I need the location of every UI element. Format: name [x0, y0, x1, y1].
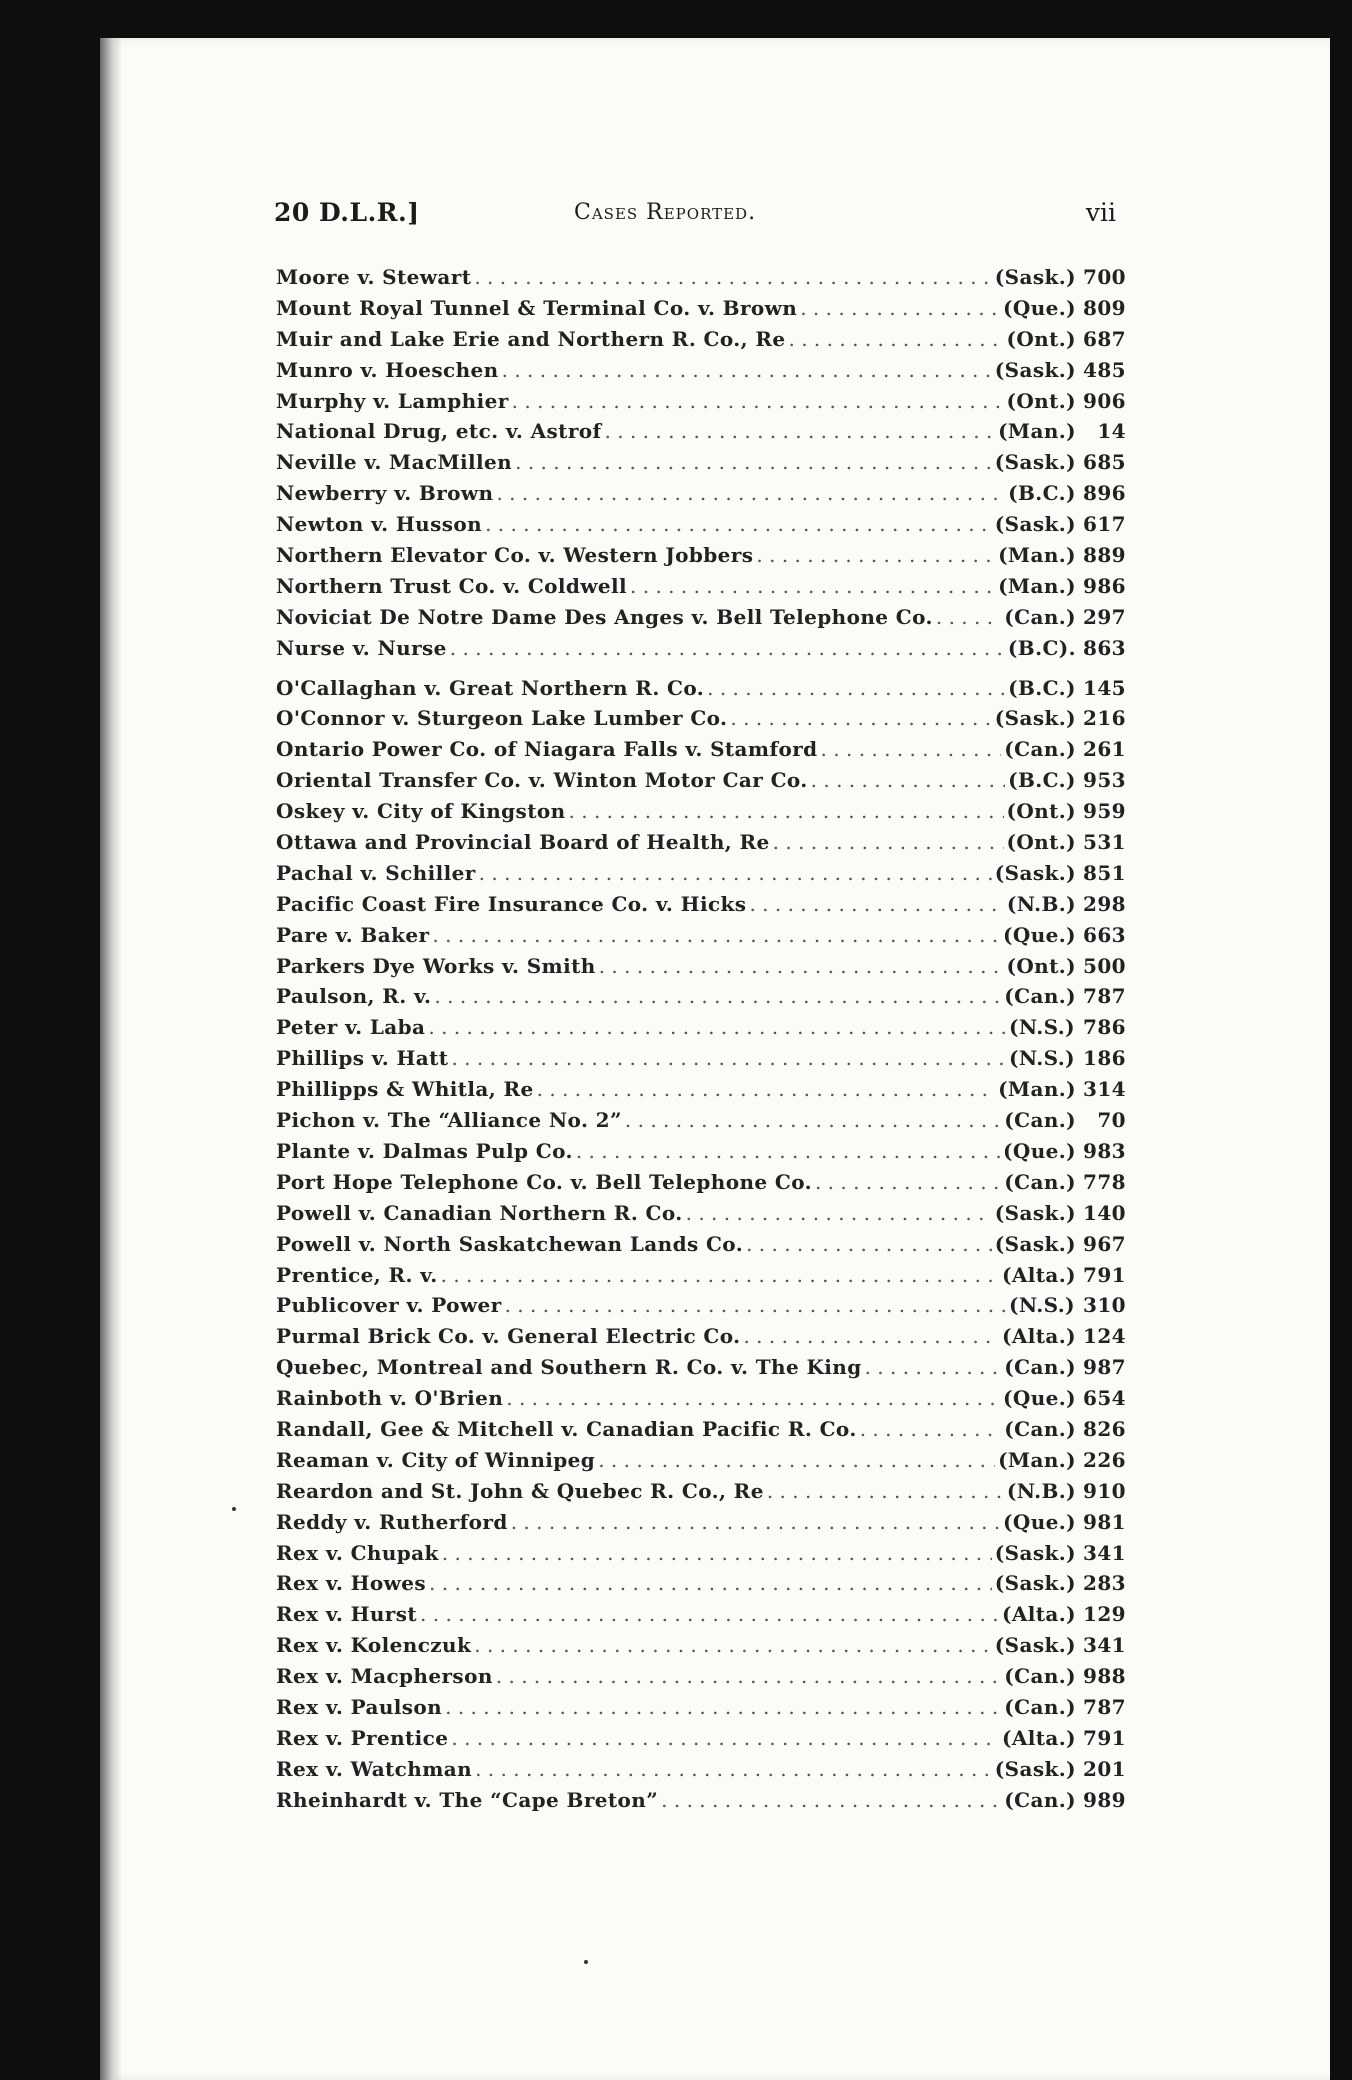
case-page-number: 910 — [1083, 1478, 1126, 1503]
dot-leader — [821, 734, 1002, 764]
case-name: Newberry v. Brown — [276, 481, 494, 506]
case-page-number: 654 — [1083, 1386, 1126, 1411]
court-jurisdiction: (N.B.) — [1006, 1478, 1076, 1503]
court-jurisdiction: (Can.) — [1004, 1416, 1076, 1441]
list-item — [276, 1476, 1126, 1507]
case-name: Port Hope Telephone Co. v. Bell Telephone Co. — [276, 1169, 812, 1194]
case-name: Oskey v. City of Kingston — [276, 799, 566, 824]
case-page-number: 809 — [1083, 295, 1126, 320]
case-name: Parkers Dye Works v. Smith — [276, 953, 596, 978]
case-name: Plante v. Dalmas Pulp Co. — [276, 1138, 573, 1163]
court-jurisdiction: (N.S.) — [1009, 1046, 1075, 1071]
case-page-number: 787 — [1083, 1694, 1126, 1719]
case-name: Rainboth v. O'Brien — [276, 1386, 504, 1411]
court-jurisdiction: (Sask.) — [994, 1200, 1076, 1225]
case-name: Rex v. Macpherson — [276, 1664, 493, 1689]
dot-leader — [502, 355, 992, 385]
court-jurisdiction: (Sask.) — [994, 1633, 1076, 1658]
case-page-number: 129 — [1083, 1602, 1126, 1627]
case-page-number: 988 — [1083, 1664, 1126, 1689]
list-item — [276, 1136, 1126, 1167]
dot-leader — [474, 1630, 992, 1660]
dot-leader — [506, 1383, 1000, 1413]
case-page-number: 186 — [1083, 1046, 1126, 1071]
court-jurisdiction: (Can.) — [1004, 1664, 1076, 1689]
list-item — [276, 1630, 1126, 1661]
dot-leader — [625, 1105, 1001, 1135]
court-jurisdiction: (Can.) — [1004, 737, 1076, 762]
dot-leader — [420, 1599, 999, 1629]
case-name: Paulson, R. v. — [276, 984, 432, 1009]
court-jurisdiction: (N.S.) — [1009, 1015, 1075, 1040]
case-page-number: 826 — [1083, 1416, 1126, 1441]
case-name: Moore v. Stewart — [276, 265, 472, 289]
court-jurisdiction: (Sask.) — [994, 1540, 1076, 1565]
dot-leader — [800, 293, 1000, 323]
case-name: Phillips v. Hatt — [276, 1046, 449, 1071]
book-spine-shadow — [100, 38, 122, 2080]
list-item — [276, 1352, 1126, 1383]
list-item — [276, 416, 1126, 447]
case-page-number: 967 — [1083, 1231, 1126, 1256]
court-jurisdiction: (Can.) — [1004, 1108, 1076, 1133]
list-item — [276, 1012, 1126, 1043]
case-page-number: 953 — [1083, 768, 1126, 793]
case-page-number: 663 — [1083, 922, 1126, 947]
dot-leader — [756, 540, 995, 570]
cases-reported-list — [276, 262, 1126, 1816]
dot-leader — [599, 951, 1004, 981]
court-jurisdiction: (Man.) — [998, 1077, 1076, 1102]
court-jurisdiction: (Man.) — [998, 543, 1076, 568]
court-jurisdiction: (Sask.) — [994, 265, 1076, 289]
case-page-number: 863 — [1083, 635, 1126, 660]
case-page-number: 314 — [1083, 1077, 1126, 1102]
court-jurisdiction: (Can.) — [1004, 604, 1076, 629]
case-page-number: 531 — [1083, 830, 1126, 855]
dot-leader — [605, 416, 996, 446]
dot-leader — [432, 920, 1000, 950]
dot-leader — [496, 1661, 1002, 1691]
case-name: Northern Trust Co. v. Coldwell — [276, 573, 628, 598]
list-item — [276, 571, 1126, 602]
list-item — [276, 1074, 1126, 1105]
dot-leader — [686, 1198, 992, 1228]
list-item — [276, 981, 1126, 1012]
dot-leader — [815, 1167, 1001, 1197]
list-item — [276, 293, 1126, 324]
case-name: O'Callaghan v. Great Northern R. Co. — [276, 675, 705, 700]
list-item — [276, 734, 1126, 765]
court-jurisdiction: (Sask.) — [994, 1231, 1076, 1256]
case-page-number: 617 — [1083, 512, 1126, 537]
case-page-number: 14 — [1097, 419, 1126, 444]
dot-leader — [441, 1260, 999, 1290]
case-page-number: 216 — [1083, 706, 1126, 731]
list-item — [276, 1321, 1126, 1352]
dot-leader — [474, 262, 991, 292]
court-jurisdiction: (B.C.) — [1008, 481, 1076, 506]
case-name: Publicover v. Power — [276, 1293, 502, 1318]
case-page-number: 959 — [1083, 799, 1126, 824]
list-item — [276, 262, 1126, 293]
case-name: Reardon and St. John & Quebec R. Co., Re — [276, 1478, 764, 1503]
court-jurisdiction: (B.C). — [1007, 635, 1076, 660]
dot-leader — [450, 633, 1005, 663]
case-name: Northern Elevator Co. v. Western Jobbers — [276, 543, 754, 568]
case-name: Newton v. Husson — [276, 512, 483, 537]
case-name: Nurse v. Nurse — [276, 635, 447, 660]
court-jurisdiction: (Ont.) — [1006, 830, 1076, 855]
case-name: Randall, Gee & Mitchell v. Canadian Pacific R. Co. — [276, 1416, 857, 1441]
court-jurisdiction: (Man.) — [998, 573, 1076, 598]
list-item — [276, 889, 1126, 920]
court-jurisdiction: (Sask.) — [994, 1571, 1076, 1596]
list-item — [276, 1290, 1126, 1321]
list-item — [276, 1661, 1126, 1692]
court-jurisdiction: (N.B.) — [1006, 891, 1076, 916]
case-name: Quebec, Montreal and Southern R. Co. v. The King — [276, 1355, 862, 1380]
court-jurisdiction: (Que.) — [1003, 1386, 1076, 1411]
court-jurisdiction: (Que.) — [1003, 1138, 1076, 1163]
list-item — [276, 633, 1126, 664]
dot-leader — [598, 1445, 995, 1475]
list-item — [276, 447, 1126, 478]
ink-speck — [584, 1960, 588, 1964]
case-page-number: 500 — [1083, 953, 1126, 978]
list-item — [276, 1260, 1126, 1291]
case-page-number: 201 — [1083, 1756, 1126, 1781]
dot-leader — [451, 1723, 999, 1753]
dot-leader — [475, 1754, 992, 1784]
list-item — [276, 1692, 1126, 1723]
running-header — [274, 198, 1116, 234]
list-item — [276, 1167, 1126, 1198]
case-name: Rex v. Howes — [276, 1571, 427, 1596]
dot-leader — [936, 602, 1001, 632]
dot-leader — [434, 981, 1001, 1011]
dot-leader — [445, 1692, 1001, 1722]
case-name: Oriental Transfer Co. v. Winton Motor Car Co. — [276, 768, 808, 793]
list-item — [276, 1568, 1126, 1599]
case-page-number: 986 — [1083, 573, 1126, 598]
court-jurisdiction: (Alta.) — [1001, 1262, 1076, 1287]
dot-leader — [743, 1321, 999, 1351]
list-item — [276, 1105, 1126, 1136]
list-item — [276, 1229, 1126, 1260]
case-name: Munro v. Hoeschen — [276, 357, 499, 382]
list-item — [276, 1599, 1126, 1630]
dot-leader — [515, 447, 992, 477]
court-jurisdiction: (Man.) — [998, 1447, 1076, 1472]
dot-leader — [730, 703, 991, 733]
list-item — [276, 509, 1126, 540]
case-name: Muir and Lake Erie and Northern R. Co., Re — [276, 326, 786, 351]
dot-leader — [505, 1290, 1005, 1320]
dot-leader — [496, 478, 1005, 508]
case-page-number: 485 — [1083, 357, 1126, 382]
page-title: Cases Reported. — [574, 200, 757, 225]
case-name: Phillipps & Whitla, Re — [276, 1077, 534, 1102]
case-name: Prentice, R. v. — [276, 1262, 438, 1287]
list-item — [276, 355, 1126, 386]
case-page-number: 140 — [1083, 1200, 1126, 1225]
case-page-number: 778 — [1083, 1169, 1126, 1194]
list-item — [276, 602, 1126, 633]
case-page-number: 896 — [1083, 481, 1126, 506]
list-item — [276, 1414, 1126, 1445]
case-page-number: 70 — [1097, 1108, 1126, 1133]
dot-leader — [707, 673, 1005, 703]
case-page-number: 310 — [1083, 1293, 1126, 1318]
court-jurisdiction: (Ont.) — [1006, 388, 1076, 413]
court-jurisdiction: (Can.) — [1004, 1355, 1076, 1380]
list-item — [276, 827, 1126, 858]
case-name: Rex v. Paulson — [276, 1694, 443, 1719]
list-item — [276, 1538, 1126, 1569]
case-name: Powell v. Canadian Northern R. Co. — [276, 1200, 683, 1225]
case-page-number: 983 — [1083, 1138, 1126, 1163]
list-item — [276, 1198, 1126, 1229]
court-jurisdiction: (B.C.) — [1008, 768, 1076, 793]
case-page-number: 981 — [1083, 1509, 1126, 1534]
case-name: Murphy v. Lamphier — [276, 388, 509, 413]
court-jurisdiction: (Que.) — [1003, 1509, 1076, 1534]
list-item — [276, 478, 1126, 509]
case-name: Reaman v. City of Winnipeg — [276, 1447, 596, 1472]
case-page-number: 145 — [1083, 675, 1126, 700]
dot-leader — [429, 1568, 992, 1598]
case-name: Reddy v. Rutherford — [276, 1509, 508, 1534]
list-item — [276, 951, 1126, 982]
dot-leader — [811, 765, 1005, 795]
dot-leader — [428, 1012, 1005, 1042]
list-item — [276, 324, 1126, 355]
case-page-number: 341 — [1083, 1540, 1126, 1565]
list-item — [276, 1507, 1126, 1538]
case-name: National Drug, etc. v. Astrof — [276, 419, 602, 444]
case-page-number: 987 — [1083, 1355, 1126, 1380]
court-jurisdiction: (Ont.) — [1006, 953, 1076, 978]
list-item — [276, 1754, 1126, 1785]
case-page-number: 297 — [1083, 604, 1126, 629]
case-page-number: 700 — [1083, 265, 1126, 289]
court-jurisdiction: (Que.) — [1003, 295, 1076, 320]
case-name: Ottawa and Provincial Board of Health, Re — [276, 830, 770, 855]
dot-leader — [451, 1043, 1005, 1073]
list-item — [276, 1723, 1126, 1754]
dot-leader — [537, 1074, 995, 1104]
case-page-number: 226 — [1083, 1447, 1126, 1472]
case-page-number: 889 — [1083, 543, 1126, 568]
dot-leader — [860, 1414, 1002, 1444]
page-number: vii — [1085, 198, 1116, 227]
list-item — [276, 796, 1126, 827]
court-jurisdiction: (Sask.) — [994, 860, 1076, 885]
list-item — [276, 1445, 1126, 1476]
list-item — [276, 540, 1126, 571]
dot-leader — [569, 796, 1004, 826]
case-name: Powell v. North Saskatchewan Lands Co. — [276, 1231, 744, 1256]
case-name: O'Connor v. Sturgeon Lake Lumber Co. — [276, 706, 728, 731]
court-jurisdiction: (Can.) — [1004, 1787, 1076, 1812]
court-jurisdiction: (Can.) — [1004, 1694, 1076, 1719]
case-name: Purmal Brick Co. v. General Electric Co. — [276, 1324, 741, 1349]
court-jurisdiction: (Sask.) — [994, 1756, 1076, 1781]
court-jurisdiction: (Can.) — [1004, 1169, 1076, 1194]
volume-reference: 20 D.L.R.] — [274, 198, 420, 227]
case-page-number: 298 — [1083, 891, 1126, 916]
case-name: Rex v. Hurst — [276, 1602, 418, 1627]
case-page-number: 283 — [1083, 1571, 1126, 1596]
case-name: Mount Royal Tunnel & Terminal Co. v. Brown — [276, 295, 798, 320]
ink-speck — [232, 1507, 236, 1511]
case-page-number: 786 — [1083, 1015, 1126, 1040]
court-jurisdiction: (Ont.) — [1006, 326, 1076, 351]
list-item — [276, 1383, 1126, 1414]
dot-leader — [767, 1476, 1004, 1506]
dot-leader — [485, 509, 992, 539]
dot-leader — [630, 571, 995, 601]
list-item — [276, 920, 1126, 951]
case-name: Rex v. Watchman — [276, 1756, 473, 1781]
dot-leader — [789, 324, 1004, 354]
court-jurisdiction: (B.C.) — [1008, 675, 1076, 700]
case-name: Pichon v. The “Alliance No. 2” — [276, 1108, 622, 1133]
list-item — [276, 858, 1126, 889]
list-item — [276, 1785, 1126, 1816]
dot-leader — [442, 1538, 992, 1568]
court-jurisdiction: (N.S.) — [1009, 1293, 1075, 1318]
list-item — [276, 673, 1126, 704]
case-page-number: 124 — [1083, 1324, 1126, 1349]
dot-leader — [746, 1229, 992, 1259]
dot-leader — [865, 1352, 1002, 1382]
court-jurisdiction: (Alta.) — [1001, 1725, 1076, 1750]
case-name: Ontario Power Co. of Niagara Falls v. Stamford — [276, 737, 818, 762]
case-page-number: 906 — [1083, 388, 1126, 413]
case-page-number: 791 — [1083, 1725, 1126, 1750]
court-jurisdiction: (Can.) — [1004, 984, 1076, 1009]
list-item — [276, 703, 1126, 734]
case-name: Noviciat De Notre Dame Des Anges v. Bell Telephone Co. — [276, 604, 933, 629]
dot-leader — [773, 827, 1004, 857]
case-name: Pacific Coast Fire Insurance Co. v. Hicks — [276, 891, 747, 916]
case-name: Rex v. Prentice — [276, 1725, 449, 1750]
case-page-number: 261 — [1083, 737, 1126, 762]
case-page-number: 687 — [1083, 326, 1126, 351]
court-jurisdiction: (Ont.) — [1006, 799, 1076, 824]
case-name: Rex v. Chupak — [276, 1540, 439, 1565]
dot-leader — [749, 889, 1003, 919]
case-name: Rex v. Kolenczuk — [276, 1633, 472, 1658]
case-page-number: 989 — [1083, 1787, 1126, 1812]
dot-leader — [576, 1136, 1000, 1166]
case-page-number: 787 — [1083, 984, 1126, 1009]
list-item — [276, 386, 1126, 417]
case-page-number: 685 — [1083, 450, 1126, 475]
dot-leader — [511, 1507, 1000, 1537]
court-jurisdiction: (Sask.) — [994, 512, 1076, 537]
court-jurisdiction: (Sask.) — [994, 357, 1076, 382]
court-jurisdiction: (Alta.) — [1001, 1602, 1076, 1627]
court-jurisdiction: (Que.) — [1003, 922, 1076, 947]
dot-leader — [661, 1785, 1001, 1815]
case-name: Rheinhardt v. The “Cape Breton” — [276, 1787, 659, 1812]
case-page-number: 341 — [1083, 1633, 1126, 1658]
court-jurisdiction: (Sask.) — [994, 706, 1076, 731]
court-jurisdiction: (Sask.) — [994, 450, 1076, 475]
court-jurisdiction: (Man.) — [998, 419, 1076, 444]
case-name: Neville v. MacMillen — [276, 450, 513, 475]
dot-leader — [512, 386, 1004, 416]
court-jurisdiction: (Alta.) — [1001, 1324, 1076, 1349]
case-name: Pare v. Baker — [276, 922, 430, 947]
case-page-number: 851 — [1083, 860, 1126, 885]
case-name: Pachal v. Schiller — [276, 860, 476, 885]
list-item — [276, 1043, 1126, 1074]
dot-leader — [479, 858, 992, 888]
case-name: Peter v. Laba — [276, 1015, 426, 1040]
list-item — [276, 765, 1126, 796]
case-page-number: 791 — [1083, 1262, 1126, 1287]
